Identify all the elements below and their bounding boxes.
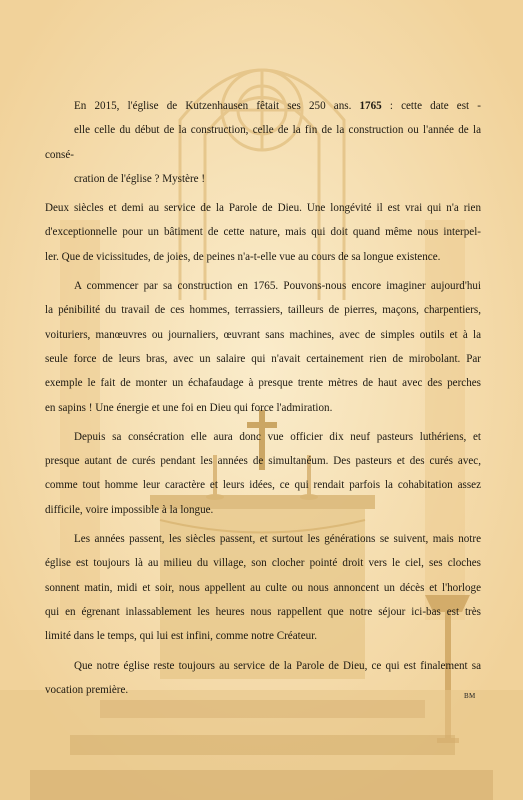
- text-line: église est toujours là au milieu du village, son clocher pointé droit vers le ciel, ses cloches: [45, 557, 481, 570]
- text-line: comme tout homme leur caractère et leurs idées, ce qui rendait parfois la cohabitation assez: [45, 479, 481, 492]
- text-line: Deux siècles et demi au service de la Parole de Dieu. Une longévité il est vrai qui n'a rien: [45, 202, 481, 215]
- paragraph-generations: [45, 527, 481, 648]
- paragraph-construction: [45, 274, 481, 420]
- text-line: Les années passent, les siècles passent, et surtout les générations se suivent, mais notre: [74, 533, 481, 546]
- text-line: limité dans le temps, qui lui est infini, comme notre Créateur.: [45, 630, 318, 643]
- text-line: en sapins ! Une énergie et une foi en Dieu qui force l'admiration.: [45, 401, 333, 414]
- text-line: cration de l'église ? Mystère !: [74, 172, 206, 185]
- paragraph-longevity: [45, 196, 481, 269]
- text-line: En 2015, l'église de Kutzenhausen fêtait ses 250 ans. 1765 : cette date est -: [74, 100, 481, 112]
- author-signature: BM: [464, 692, 476, 700]
- text-line: exemple le fait de monter un échafaudage à presque trente mètres de haut avec des perches: [45, 377, 481, 390]
- year-1765: 1765: [359, 100, 382, 112]
- text-line: elle celle du début de la construction, celle de la fin de la construction ou l'année de la consé-: [45, 124, 481, 161]
- text-line: A commencer par sa construction en 1765. Pouvons-nous encore imaginer aujourd'hui: [74, 280, 481, 293]
- paragraph-pastors: [45, 425, 481, 522]
- text-line: difficile, voire impossible à la longue.: [45, 503, 214, 516]
- text-line: d'exceptionnelle pour un bâtiment de cette nature, mais qui doit quand même nous interpel-: [45, 226, 481, 239]
- text-line: sonnent matin, midi et soir, nous appellent au culte ou nous annoncent un décès et l'horloge: [45, 581, 481, 594]
- text-line: voituriers, manœuvres ou journaliers, œuvrant sans machines, avec de simples outils et à la: [45, 328, 481, 341]
- article-body: [45, 94, 481, 707]
- paragraph-conclusion: [45, 654, 481, 703]
- text-line: ler. Que de vicissitudes, de joies, de peines n'a-t-elle vue au cours de sa longue existence.: [45, 250, 441, 263]
- text-line: Depuis sa consécration elle aura donc vue officier dix neuf pasteurs luthériens, et: [74, 430, 481, 443]
- text-line: la pénibilité du travail de ces hommes, terrassiers, tailleurs de pierres, maçons, charpentiers,: [45, 304, 481, 317]
- text-line: qui en égrenant inlassablement les heures nous rappellent que notre séjour ici-bas est très: [45, 605, 481, 618]
- text-line: presque autant de curés pendant les années de simultanéum. Des pasteurs et des curés avec,: [45, 455, 481, 468]
- text-line: vocation première.: [45, 683, 129, 696]
- text-line: seule force de leurs bras, avec un salaire qui n'avait certainement rien de mirobolant. Par: [45, 352, 481, 365]
- paragraph-intro: [45, 94, 481, 191]
- text-line: Que notre église reste toujours au service de la Parole de Dieu, ce qui est finalement sa: [74, 659, 481, 672]
